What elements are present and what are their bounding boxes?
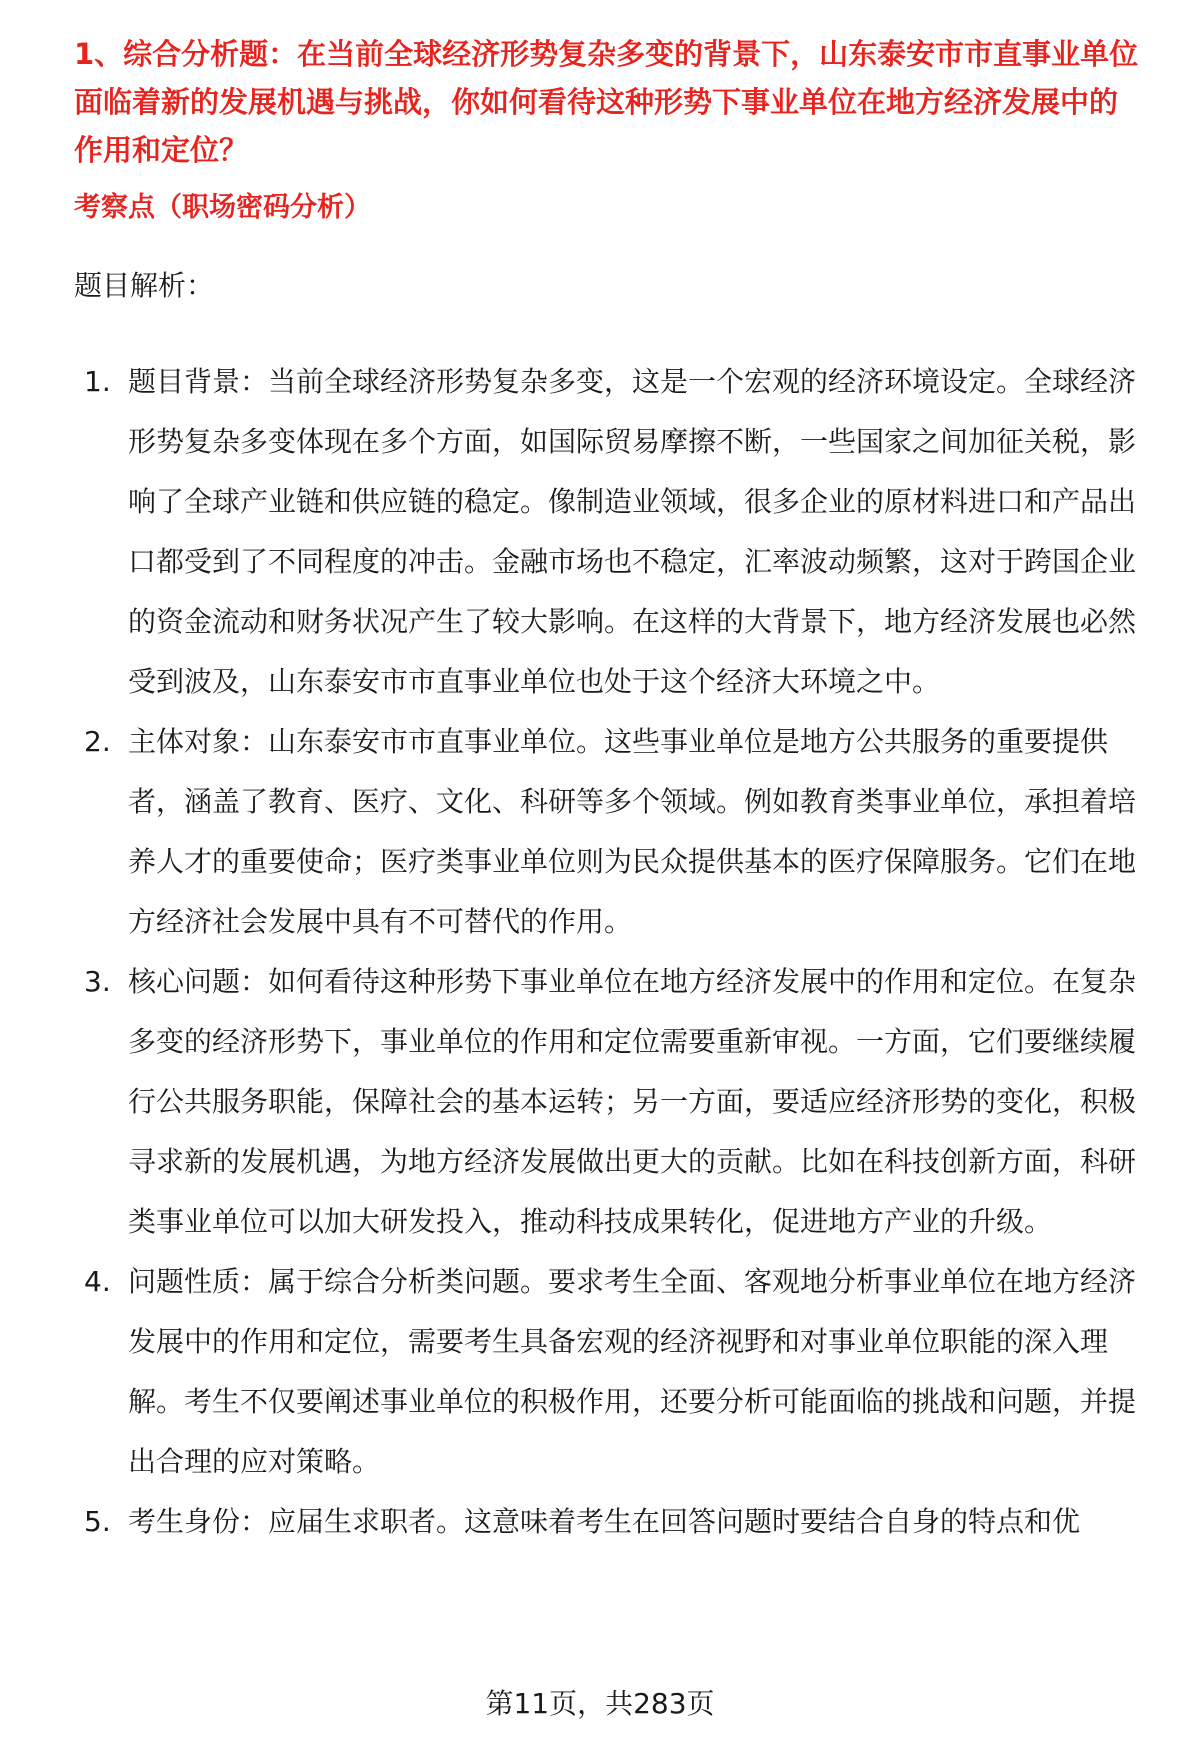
point-number: 4. [84,1265,111,1298]
analysis-point [0,1252,1200,1492]
analysis-points-list [0,352,1200,1552]
page-number-footer: 第11页，共283页 [485,1687,715,1720]
point-number: 3. [84,965,111,998]
point-text: 考生身份：应届生求职者。这意味着考生在回答问题时要结合自身的特点和优 [128,1505,1081,1538]
point-text: 题目背景：当前全球经济形势复杂多变，这是一个宏观的经济环境设定。全球经济形势复杂多变体现在多个方面，如国际贸易摩擦不断，一些国家之间加征关税，影响了全球产业链和供应链的稳定。像制造业领域，很多企业的原材料进口和产品出口都受到了不同程度的冲击。金融市场也不稳定，汇率波动频繁，这对于跨国企业的资金流动和财务状况产生了较大影响。在这样的大背景下，地方经济发展也必然受到波及，山东泰安市市直事业单位也处于这个经济大环境之中。 [128,365,1137,698]
analysis-point [0,352,1200,712]
point-number: 5. [84,1505,111,1538]
analysis-point [0,952,1200,1252]
point-number: 1. [84,365,111,398]
analysis-point [0,1492,1200,1552]
analysis-label: 题目解析： [74,269,215,302]
point-text: 主体对象：山东泰安市市直事业单位。这些事业单位是地方公共服务的重要提供者，涵盖了教育、医疗、文化、科研等多个领域。例如教育类事业单位，承担着培养人才的重要使命；医疗类事业单位则为民众提供基本的医疗保障服务。它们在地方经济社会发展中具有不可替代的作用。 [128,725,1137,938]
section-heading: 考察点（职场密码分析） [74,192,371,223]
question-title: 1、综合分析题：在当前全球经济形势复杂多变的背景下，山东泰安市市直事业单位面临着新的发展机遇与挑战，你如何看待这种形势下事业单位在地方经济发展中的作用和定位？ [74,37,1139,167]
point-text: 问题性质：属于综合分析类问题。要求考生全面、客观地分析事业单位在地方经济发展中的作用和定位，需要考生具备宏观的经济视野和对事业单位职能的深入理解。考生不仅要阐述事业单位的积极作用，还要分析可能面临的挑战和问题，并提出合理的应对策略。 [128,1265,1137,1478]
point-number: 2. [84,725,111,758]
point-text: 核心问题：如何看待这种形势下事业单位在地方经济发展中的作用和定位。在复杂多变的经济形势下，事业单位的作用和定位需要重新审视。一方面，它们要继续履行公共服务职能，保障社会的基本运转；另一方面，要适应经济形势的变化，积极寻求新的发展机遇，为地方经济发展做出更大的贡献。比如在科技创新方面，科研类事业单位可以加大研发投入，推动科技成果转化，促进地方产业的升级。 [128,965,1137,1238]
analysis-point [0,712,1200,952]
